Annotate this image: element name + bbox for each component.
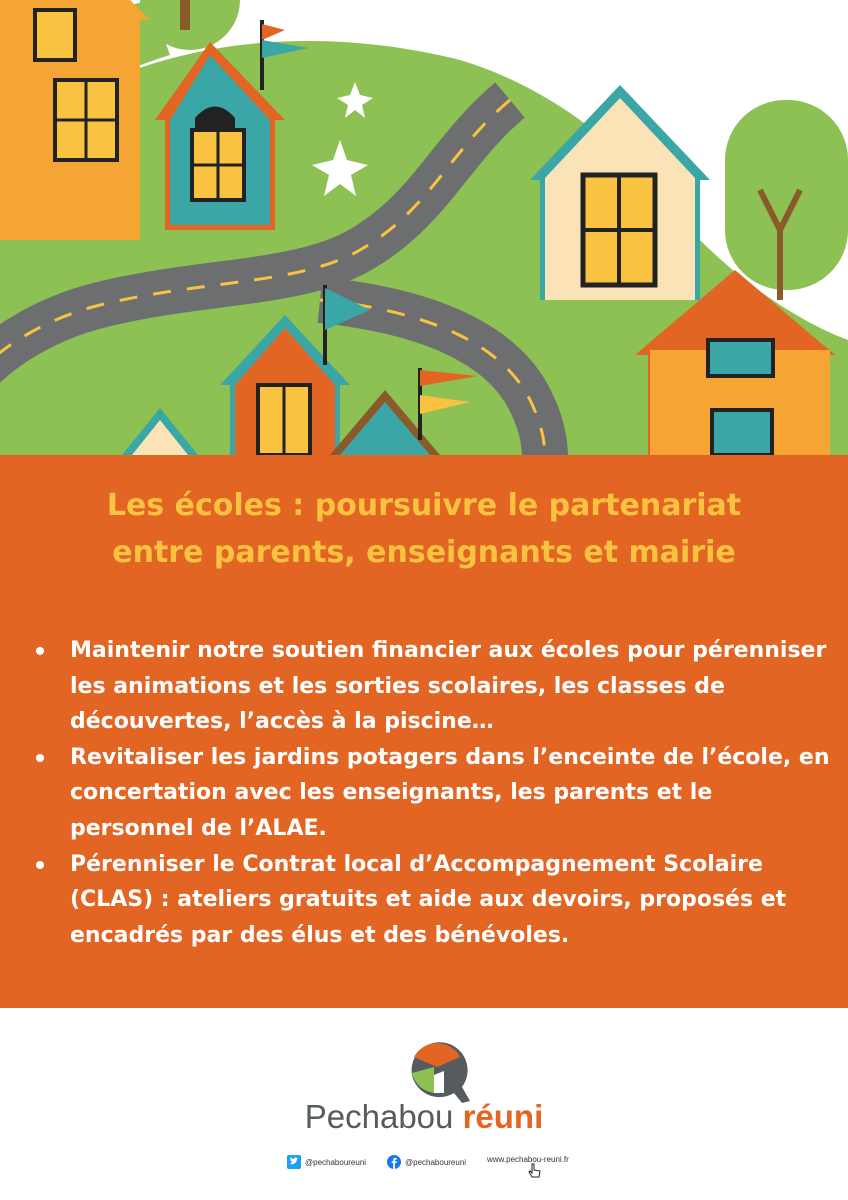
brand-name bbox=[0, 1098, 848, 1136]
logo-icon bbox=[404, 1035, 476, 1105]
tree-right bbox=[725, 100, 848, 300]
list-item-text: Pérenniser le Contrat local d’Accompagnement Scolaire (CLAS) : ateliers gratuits et aide aux devoirs, proposés et encadrés par des élus et des bénévoles. bbox=[70, 851, 787, 948]
list-item-text: Revitaliser les jardins potagers dans l’enceinte de l’école, en concertation avec les enseignants, les parents et le personnel de l’ALAE. bbox=[70, 744, 830, 841]
list-item bbox=[36, 633, 836, 740]
village-illustration bbox=[0, 0, 848, 455]
cursor-icon bbox=[528, 1163, 542, 1179]
facebook-icon bbox=[387, 1155, 401, 1169]
bullet-dot bbox=[36, 754, 44, 762]
twitter-link[interactable] bbox=[287, 1155, 366, 1169]
bullet-list bbox=[36, 633, 836, 953]
title-line-1: Les écoles : poursuivre le partenariat bbox=[106, 488, 742, 523]
bullet-dot bbox=[36, 647, 44, 655]
list-item bbox=[36, 740, 836, 847]
list-item-text: Maintenir notre soutien financier aux écoles pour pérenniser les animations et les sorties scolaires, les classes de découvertes, l’accès à la piscine… bbox=[70, 638, 827, 735]
brand-part-2: réuni bbox=[462, 1098, 544, 1135]
bullet-dot bbox=[36, 861, 44, 869]
website-url: www.pechabou-reuni.fr bbox=[487, 1155, 569, 1164]
house-orange-left bbox=[0, 0, 150, 240]
social-links bbox=[0, 1155, 848, 1175]
list-item bbox=[36, 847, 836, 954]
facebook-link[interactable] bbox=[387, 1155, 466, 1169]
title-line-2: entre parents, enseignants et mairie bbox=[112, 535, 736, 570]
twitter-icon bbox=[287, 1155, 301, 1169]
brand-part-1: Pechabou bbox=[304, 1098, 463, 1135]
facebook-handle: @pechaboureuni bbox=[405, 1157, 467, 1167]
page-title bbox=[30, 482, 818, 576]
twitter-handle: @pechaboureuni bbox=[305, 1157, 367, 1167]
